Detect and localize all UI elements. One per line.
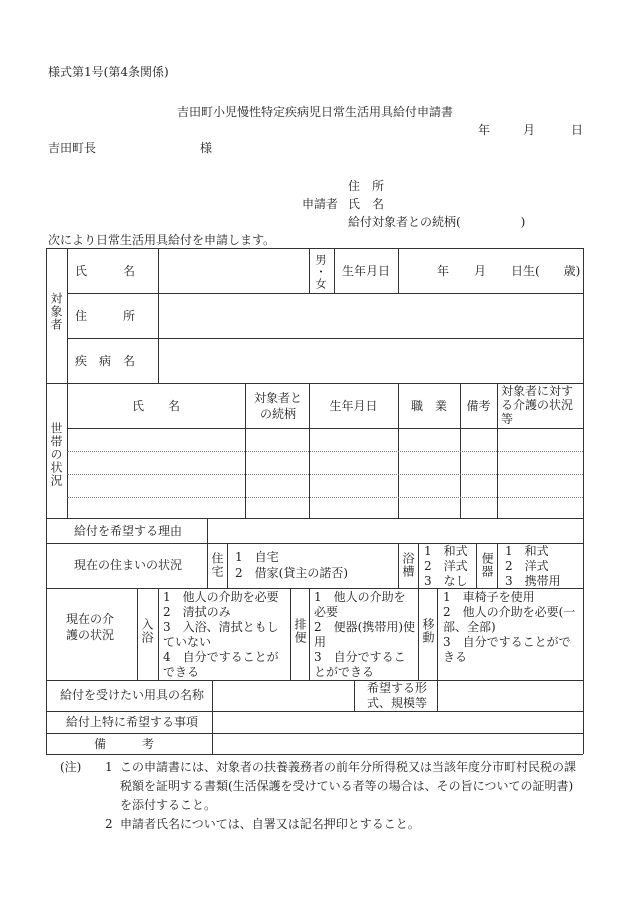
excretion-option-2: 2 便器(携帯用)使用 bbox=[314, 620, 415, 649]
household-section-label: 世帯の状況 bbox=[49, 422, 63, 487]
subject-section-label: 対象者 bbox=[49, 292, 63, 331]
notes-marker: (注) bbox=[60, 760, 82, 774]
movement-option-3: 3 自分ですることができる bbox=[443, 635, 571, 664]
household-col-job: 職 業 bbox=[410, 399, 447, 413]
household-col-name: 氏 名 bbox=[131, 399, 180, 413]
bathing-option-4: 4 自分ですることができる bbox=[163, 650, 279, 679]
bathing-options bbox=[163, 590, 287, 680]
toilet-label: 便器 bbox=[480, 552, 494, 578]
excretion-option-1: 1 他人の介助を必要 bbox=[314, 590, 406, 619]
bathing-option-1: 1 他人の介助を必要 bbox=[163, 590, 279, 604]
disease-label: 疾 病 名 bbox=[75, 354, 136, 368]
date-day-label: 日 bbox=[571, 123, 584, 137]
household-col-care: 対象者に対する介護の状況等 bbox=[501, 384, 574, 426]
note-1-number: 1 bbox=[105, 760, 113, 774]
form-title: 吉田町小児慢性特定疾病児日常生活用具給付申請書 bbox=[176, 105, 453, 119]
bath-option-1: 1 和式 bbox=[424, 544, 468, 558]
toilet-option-1: 1 和式 bbox=[505, 544, 549, 558]
birth-day-age-label: 日生( 歳) bbox=[511, 264, 581, 278]
addressee: 吉田町長 bbox=[48, 141, 97, 155]
sex-label: 男・女 bbox=[314, 254, 327, 290]
bath-option-2: 2 洋式 bbox=[424, 559, 468, 573]
intro-text: 次により日常生活用具給付を申請します。 bbox=[48, 233, 276, 247]
care-label: 現在の介護の状況 bbox=[66, 612, 115, 642]
remarks-label: 備 考 bbox=[94, 737, 155, 751]
addressee-honorific: 様 bbox=[200, 141, 213, 155]
birth-label: 生年月日 bbox=[342, 264, 391, 278]
special-request-label: 給付上特に希望する事項 bbox=[66, 715, 199, 729]
housing-label: 現在の住まいの状況 bbox=[74, 558, 183, 572]
applicant-label: 申請者 bbox=[302, 197, 339, 211]
movement-option-2: 2 他人の介助を必要(一部、全部) bbox=[443, 605, 576, 634]
applicant-relation-label: 給付対象者との続柄( ) bbox=[348, 215, 526, 229]
equipment-name-label: 給付を受けたい用具の名称 bbox=[60, 688, 205, 702]
toilet-option-2: 2 洋式 bbox=[505, 559, 549, 573]
bath-label: 浴槽 bbox=[401, 552, 415, 578]
household-col-remarks: 備考 bbox=[466, 399, 491, 413]
applicant-name-label: 氏 名 bbox=[348, 197, 385, 211]
bathing-option-2: 2 清拭のみ bbox=[163, 605, 231, 619]
bath-option-3: 3 なし bbox=[424, 574, 468, 588]
reason-label: 給付を希望する理由 bbox=[74, 524, 183, 538]
house-option-1: 1 自宅 bbox=[235, 550, 279, 564]
movement-option-1: 1 車椅子を使用 bbox=[443, 590, 535, 604]
house-option-2: 2 借家(貸主の諾否) bbox=[235, 566, 348, 580]
note-2-number: 2 bbox=[105, 817, 113, 831]
date-month-label: 月 bbox=[523, 123, 536, 137]
bathing-option-3: 3 入浴、清拭ともしていない bbox=[163, 620, 279, 649]
birth-year-label: 年 bbox=[437, 264, 450, 278]
excretion-options bbox=[314, 590, 416, 680]
household-col-relation: 対象者との続柄 bbox=[253, 391, 302, 421]
subject-address-label: 住 所 bbox=[75, 309, 136, 323]
equipment-form-label: 希望する形式、規模等 bbox=[366, 681, 427, 710]
movement-options bbox=[443, 590, 581, 665]
subject-name-label: 氏 名 bbox=[75, 264, 136, 278]
date-year-label: 年 bbox=[478, 123, 491, 137]
note-1-text: この申請書には、対象者の扶養義務者の前年分所得税又は当該年度分市町村民税の課税額を証明する書類(生活保護を受けている者等の場合は、その旨についての証明書)を添付すること。 bbox=[120, 760, 577, 812]
birth-month-label: 月 bbox=[474, 264, 487, 278]
form-number: 様式第1号(第4条関係) bbox=[48, 65, 169, 79]
note-2-text: 申請者氏名については、自署又は記名押印とすること。 bbox=[120, 817, 420, 831]
bathing-label: 入浴 bbox=[140, 618, 154, 644]
excretion-label: 排便 bbox=[293, 618, 307, 644]
household-col-birth: 生年月日 bbox=[329, 399, 378, 413]
applicant-address-label: 住 所 bbox=[348, 179, 385, 193]
house-label: 住宅 bbox=[210, 552, 224, 578]
excretion-option-3: 3 自分ですることができる bbox=[314, 650, 406, 679]
movement-label: 移動 bbox=[421, 618, 435, 644]
toilet-option-3: 3 携帯用 bbox=[505, 574, 561, 588]
